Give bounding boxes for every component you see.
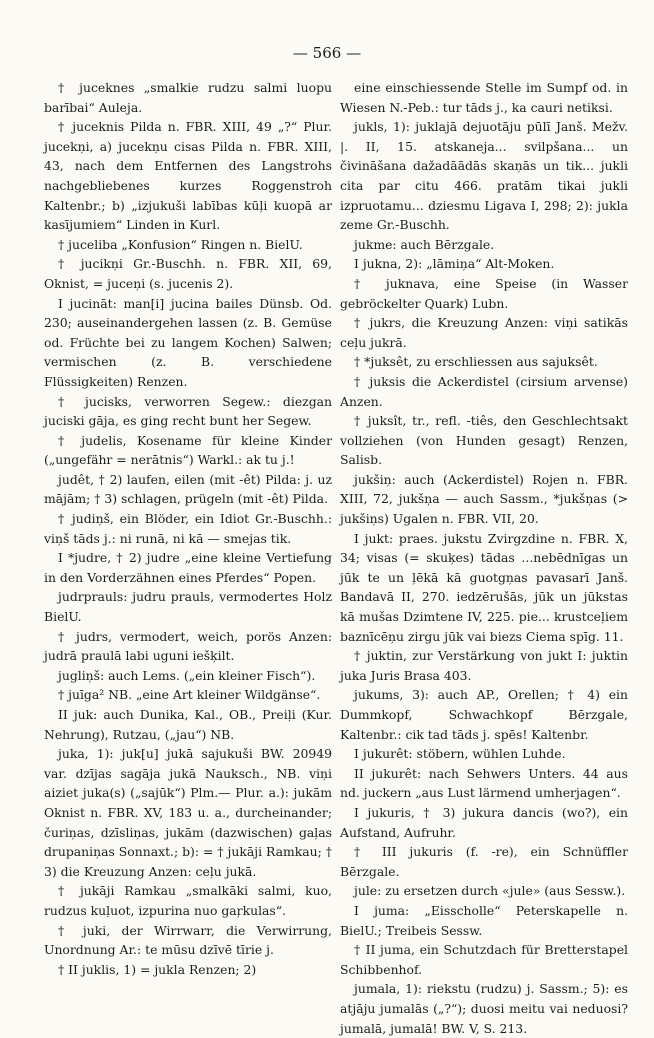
dictionary-entry: I jukuris, † 3) jukura dancis (wo?), ein Aufstand, Aufruhr. — [340, 804, 628, 840]
dictionary-entry: † juceliba „Konfusion“ Ringen n. BielU. — [58, 236, 303, 252]
dictionary-entry: I jukt: praes. jukstu Zvirgzdine n. FBR. X, 34; visas (= skuķes) tādas ...nebēdnīgas un jūk te un ļēkā kā guotgņas pavasarī Janš. Bandavā II, 270. iedzērušās, jūk un jūkstas kā mušas Dzimtene IV, 225. pie... krustceļiem baznīcēņu zirgu jūk vai biezs Ciema spīg. 11. — [340, 530, 628, 644]
dictionary-entry: † juki, der Wirrwarr, die Verwirrung, Unordnung Ar.: te mūsu dzīvē tīrie j. — [44, 922, 332, 958]
dictionary-entry: † II juklis, 1) = jukla Renzen; 2) — [58, 961, 257, 977]
dictionary-entry: jukme: auch Bērzgale. — [354, 236, 495, 252]
dictionary-entry: jukls, 1): juklajā dejuotāju pūlī Janš. Mežv. |. II, 15. atskaneja... svilpšana... un čivināšana dažadāādās skaņās un tik... jukli cita par citu 466. pratām tikai jukli izpruotamu... dziesmu Ligava I, 298; 2): jukla zeme Gr.-Buschh. — [340, 119, 628, 233]
dictionary-entry: † II juma, ein Schutzdach für Bretterstapel Schibbenhof. — [340, 942, 628, 977]
dictionary-entry: † *juksêt, zu erschliessen aus sajuksêt. — [354, 354, 598, 370]
left-column — [44, 78, 332, 979]
dictionary-entry: † juksît, tr., refl. -tiês, den Geschlechtsakt vollziehen (von Hunden gesagt) Renzen, Salisb. — [340, 413, 628, 468]
dictionary-entry: † juksis die Ackerdistel (cirsium arvense) Anzen. — [340, 373, 628, 409]
dictionary-entry: II juk: auch Dunika, Kal., OB., Preiļi (Kur. Nehrung), Rutzau, („jau“) NB. — [44, 707, 332, 742]
dictionary-entry: † jukrs, die Kreuzung Anzen: viņi satikās ceļu jukrā. — [340, 315, 628, 350]
dictionary-entry: judêt, † 2) laufen, eilen (mit -êt) Pilda: j. uz mājām; † 3) schlagen, prügeln (mit -êt) Pilda. — [44, 471, 332, 507]
dictionary-entry: † juceknes „smalkie rudzu salmi luopu barībai“ Auleja. — [44, 80, 332, 115]
dictionary-entry: † juktin, zur Verstärkung von jukt I: juktin juka Juris Brasa 403. — [340, 648, 628, 683]
dictionary-entry: II jukurêt: nach Sehwers Unters. 44 aus nd. juckern „aus Lust lärmend umherjagen“. — [340, 765, 628, 801]
dictionary-entry: † jukāji Ramkau „smalkāki salmi, kuo, rudzus kuļuot, izpurina nuo gaŗkulas“. — [44, 883, 332, 918]
dictionary-entry: † judiņš, ein Blöder, ein Idiot Gr.-Buschh.: viņš tāds j.: ni runā, ni kā — smejas tik. — [44, 511, 332, 546]
dictionary-entry: eine einschiessende Stelle im Sumpf od. in Wiesen N.-Peb.: tur tāds j., ka cauri netiksi. — [340, 80, 628, 115]
dictionary-entry: jugliņš: auch Lems. („ein kleiner Fisch“). — [58, 667, 316, 683]
dictionary-entry: jumala, 1): riekstu (rudzu) j. Sassm.; 5): es atjāju jumalās („?“); duosi meitu vai neduosi? jumalā, jumalā! BW. V, S. 213. — [340, 981, 628, 1036]
dictionary-entry: † judelis, Kosename für kleine Kinder („ungefähr = nerātnis“) Warkl.: ak tu j.! — [44, 432, 332, 468]
dictionary-entry: † juceknis Pilda n. FBR. XIII, 49 „?“ Plur. jucekņi, a) jucekņu cisas Pilda n. FBR. XIII, 43, nach dem Entfernen des Langstrohs nachgebliebenes kurzes Roggenstroh Kaltenbr.; b) „izjukuši labības kūļi kuopā ar kasījumiem“ Linden in Kurl. — [44, 119, 332, 233]
dictionary-entry: I jucināt: man[i] jucina bailes Dünsb. Od. 230; auseinandergehen lassen (z. B. Gemüse od. Früchte bei zu langem Kochen) Salwen; vermischen (z. B. verschiedene Flüssigkeiten) Renzen. — [44, 295, 332, 389]
dictionary-entry: jule: zu ersetzen durch «jule» (aus Sessw.). — [354, 883, 626, 899]
dictionary-entry: I jukna, 2): „lāmiņa“ Alt-Moken. — [354, 256, 555, 272]
dictionary-entry: jukums, 3): auch AP., Orellen; † 4) ein Dummkopf, Schwachkopf Bērzgale, Kaltenbr.: cik tad tāds j. spēs! Kaltenbr. — [340, 687, 628, 742]
dictionary-entry: † juīga² NB. „eine Art kleiner Wildgänse“. — [58, 687, 321, 703]
dictionary-entry: judrprauls: judru prauls, vermodertes Holz BielU. — [44, 589, 332, 625]
dictionary-entry: † jucikņi Gr.-Buschh. n. FBR. XII, 69, Oknist, = juceņi (s. jucenis 2). — [44, 256, 332, 291]
dictionary-entry: † III jukuris (f. -re), ein Schnüffler Bērzgale. — [340, 844, 628, 879]
dictionary-entry: † jucisks, verworren Segew.: diezgan juciski gāja, es ging recht bunt her Segew. — [44, 393, 332, 429]
dictionary-entry: † juknava, eine Speise (in Wasser gebröckelter Quark) Lubn. — [340, 275, 628, 311]
dictionary-entry: I *judre, † 2) judre „eine kleine Vertiefung in den Vorderzähnen eines Pferdes“ Popen. — [44, 550, 332, 585]
dictionary-entry: † judrs, vermodert, weich, porös Anzen: judrā praulā labi uguni iešķilt. — [44, 628, 332, 664]
dictionary-entry: juka, 1): juk[u] jukā sajukuši BW. 20949 var. dzījas sagāja jukā Nauksch., NB. viņi aiziet juka(s) („sajūk“) Plm.— Plur. a.): jukām Oknist n. FBR. XV, 183 u. a., durcheinander; čuriņas, dzīsliņas, jukām (dazwischen) gaļas drupaniņas Sonnaxt.; b): = † jukāji Ramkau; † 3) die Kreuzung Anzen: ceļu jukā. — [44, 746, 332, 879]
dictionary-entry: jukšiņ: auch (Ackerdistel) Rojen n. FBR. XIII, 72, jukšņa — auch Sassm., *jukšņas (> jukšiņs) Ugalen n. FBR. VII, 20. — [340, 471, 628, 527]
dictionary-entry: I juma: „Eisscholle“ Peterskapelle n. BielU.; Treibeis Sessw. — [340, 902, 628, 938]
page-number: — 566 — — [292, 44, 362, 62]
right-column — [340, 78, 628, 1038]
dictionary-entry: I jukurêt: stöbern, wühlen Luhde. — [354, 746, 566, 762]
